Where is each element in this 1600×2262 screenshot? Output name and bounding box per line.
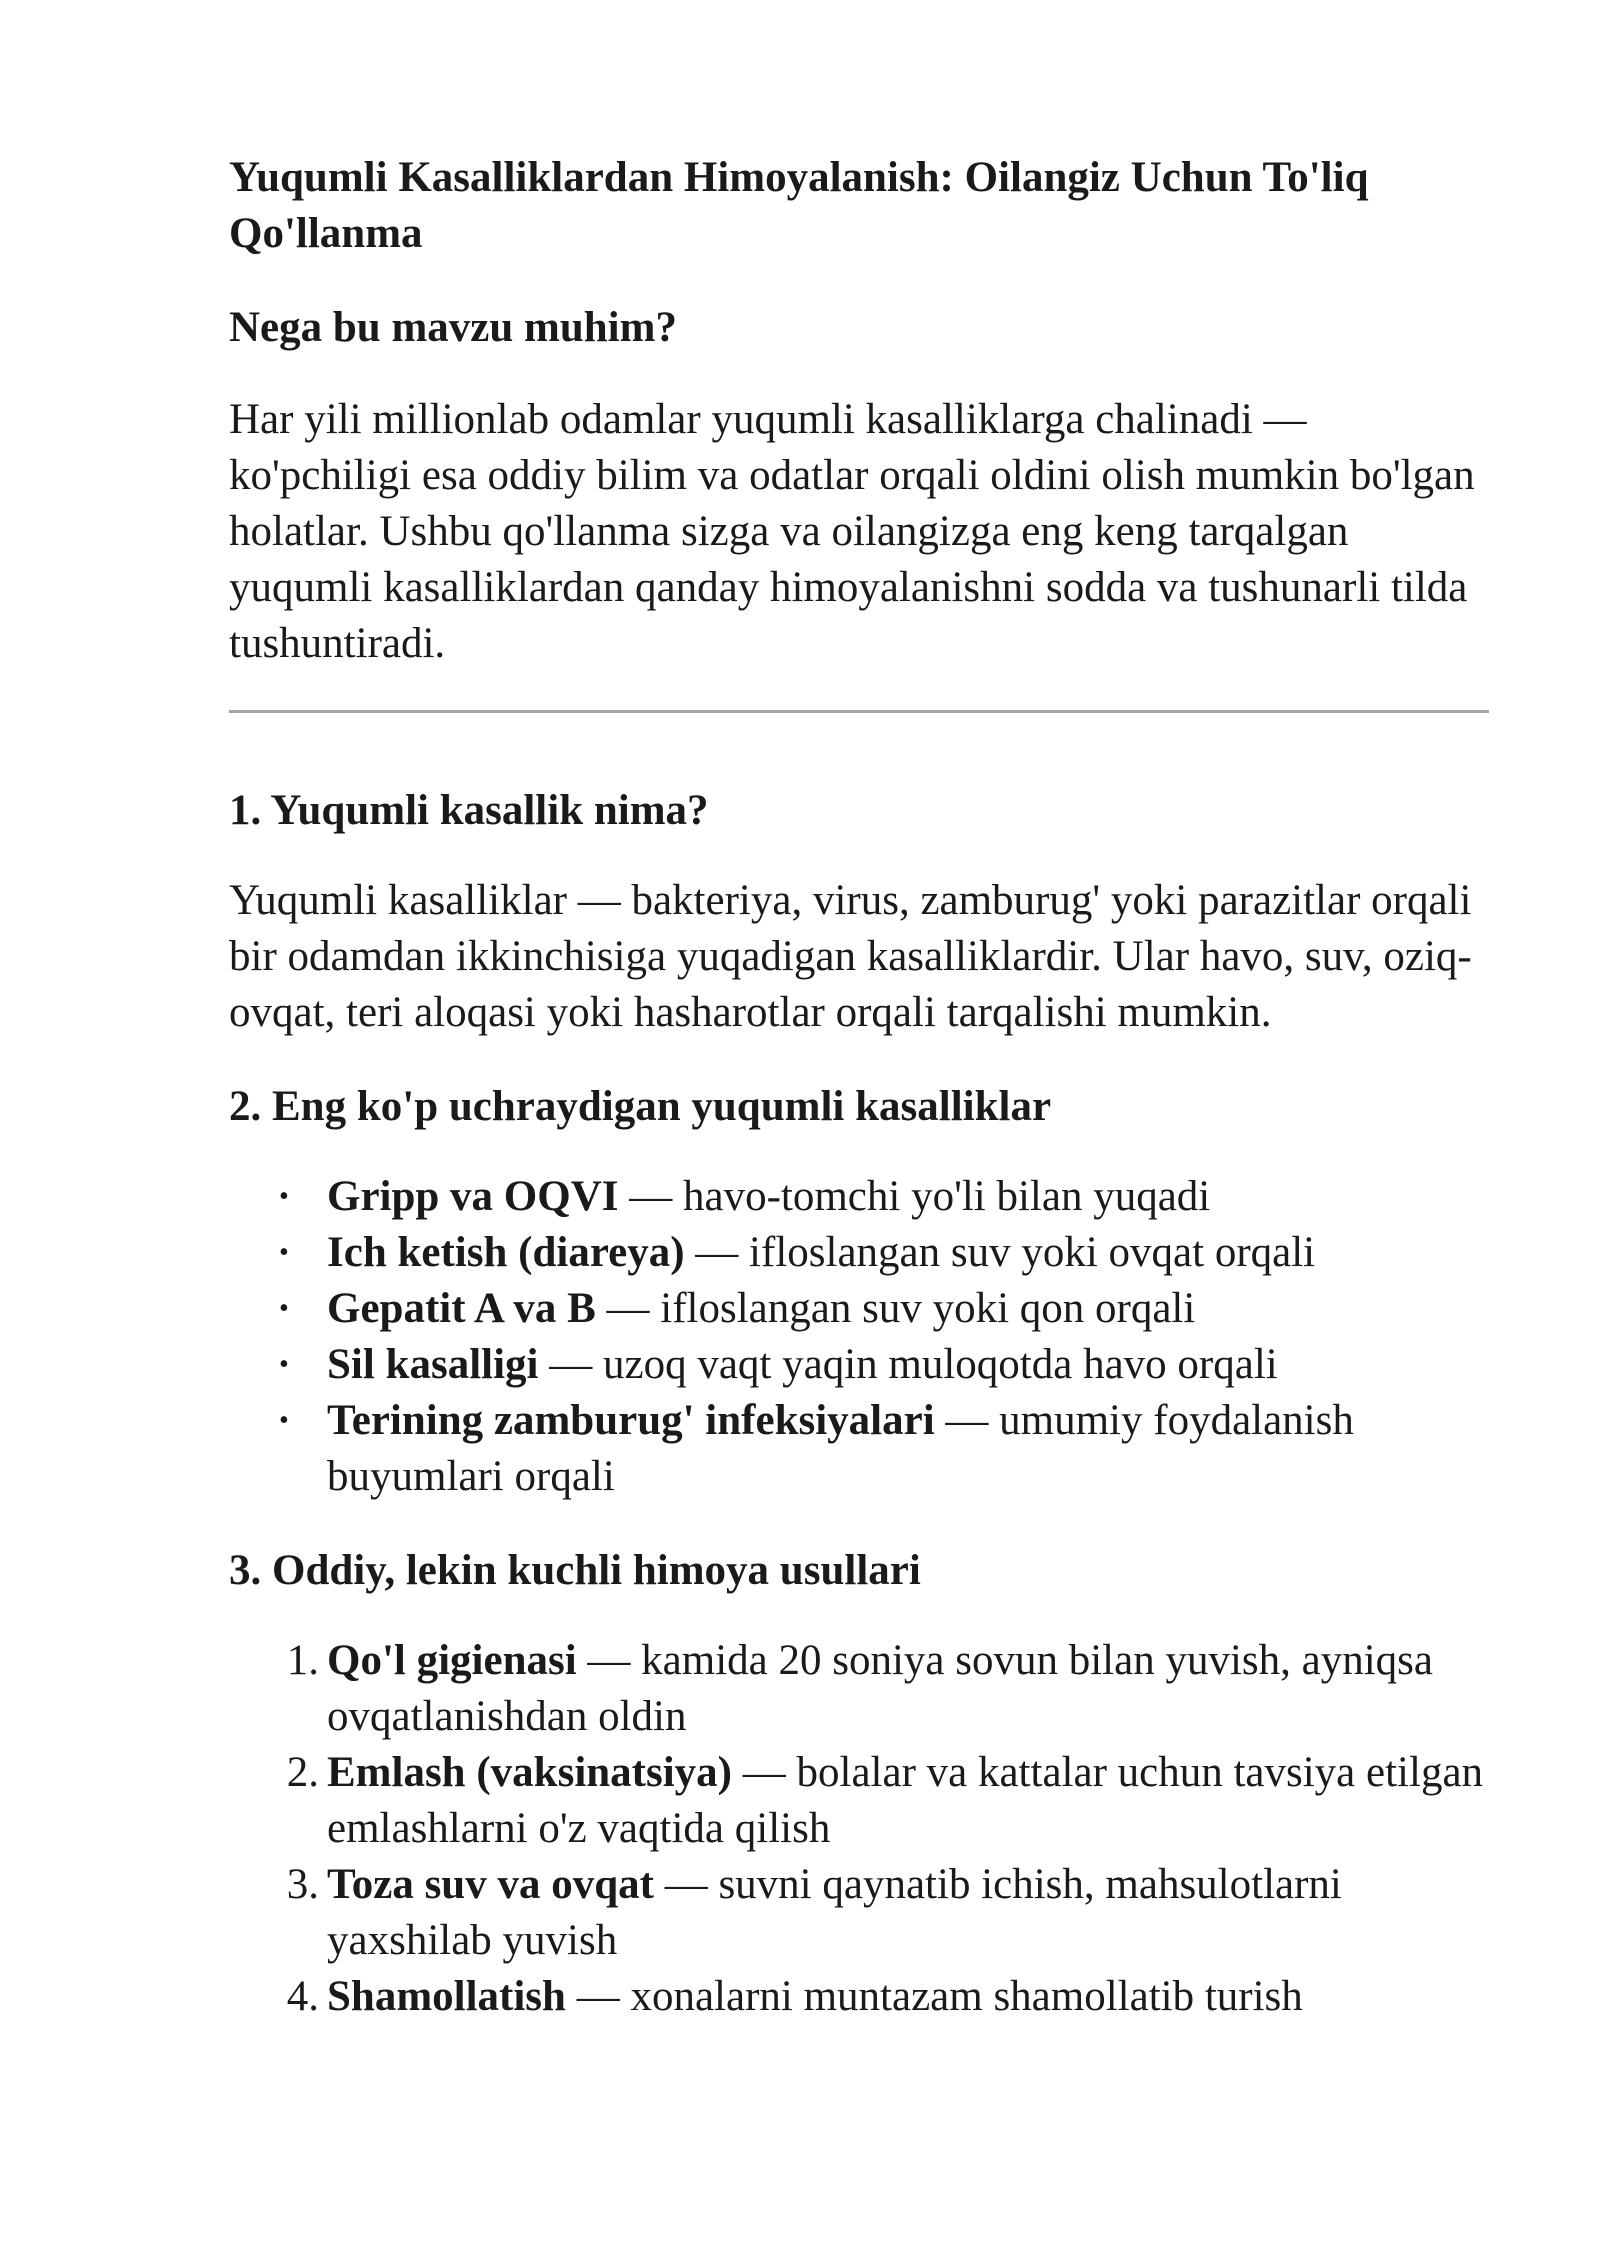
list-item <box>229 1169 1489 1225</box>
list-item-term: Gepatit A va B <box>327 1285 596 1332</box>
list-item-term: Qo'l gigienasi <box>327 1637 577 1684</box>
section1-paragraph: Yuqumli kasalliklar — bakteriya, virus, zamburug' yoki parazitlar orqali bir odamdan ikkinchisiga yuqadigan kasalliklardir. Ular havo, suv, oziq-ovqat, teri aloqasi yoki hasharotlar orqali tarqalishi mumkin. <box>229 877 1472 1036</box>
list-item-number: 4. <box>286 1973 319 2020</box>
section3-heading: 3. Oddiy, lekin kuchli himoya usullari <box>229 1547 921 1594</box>
list-item-term: Terining zamburug' infeksiyalari <box>327 1397 935 1444</box>
list-item <box>229 1225 1489 1281</box>
list-item-desc: — ifloslangan suv yoki ovqat orqali <box>684 1229 1316 1276</box>
list-item-desc: — bolalar va kattalar uchun tavsiya etilgan emlashlarni o'z vaqtida qilish <box>327 1749 1484 1852</box>
list-item <box>229 1857 1489 1969</box>
list-item <box>229 1337 1489 1393</box>
list-item-term: Emlash (vaksinatsiya) <box>327 1749 732 1796</box>
intro-paragraph: Har yili millionlab odamlar yuqumli kasalliklarga chalinadi — ko'pchiligi esa oddiy bilim va odatlar orqali oldini olish mumkin bo'lgan holatlar. Ushbu qo'llanma sizga va oilangizga eng keng tarqalgan yuqumli kasalliklardan qanday himoyalanishni sodda va tushunarli tilda tushuntiradi. <box>229 396 1475 667</box>
bullet-icon: • <box>279 1349 289 1380</box>
list-item <box>229 1969 1489 2025</box>
list-item <box>229 1393 1489 1505</box>
list-item-desc: — kamida 20 soniya sovun bilan yuvish, ayniqsa ovqatlanishdan oldin <box>327 1637 1433 1740</box>
list-item-term: Sil kasalligi <box>327 1341 539 1388</box>
document-title: Yuqumli Kasalliklardan Himoyalanish: Oilangiz Uchun To'liq Qo'llanma <box>229 154 1369 257</box>
section1-heading: 1. Yuqumli kasallik nima? <box>229 787 709 834</box>
list-item-term: Toza suv va ovqat <box>327 1861 654 1908</box>
document-page <box>229 150 1489 2025</box>
list-item-desc: — uzoq vaqt yaqin muloqotda havo orqali <box>538 1341 1278 1388</box>
list-item-desc: — umumiy foydalanish buyumlari orqali <box>327 1397 1354 1500</box>
list-item-number: 2. <box>286 1749 319 1796</box>
list-item <box>229 1633 1489 1745</box>
list-item-desc: — suvni qaynatib ichish, mahsulotlarni yaxshilab yuvish <box>327 1861 1342 1964</box>
list-item-desc: — ifloslangan suv yoki qon orqali <box>595 1285 1196 1332</box>
list-item-term: Shamollatish <box>327 1973 566 2020</box>
list-item-number: 3. <box>286 1861 319 1908</box>
list-item <box>229 1281 1489 1337</box>
bullet-icon: • <box>279 1181 289 1212</box>
list-item-term: Gripp va OQVI <box>327 1173 619 1220</box>
section2-heading: 2. Eng ko'p uchraydigan yuqumli kasalliklar <box>229 1083 1052 1130</box>
list-item <box>229 1745 1489 1857</box>
protection-list <box>229 1633 1489 2025</box>
list-item-term: Ich ketish (diareya) <box>327 1229 685 1276</box>
list-item-desc: — xonalarni muntazam shamollatib turish <box>565 1973 1303 2020</box>
list-item-number: 1. <box>286 1637 319 1684</box>
bullet-icon: • <box>279 1293 289 1324</box>
disease-list <box>229 1169 1489 1505</box>
intro-heading: Nega bu mavzu muhim? <box>229 304 677 351</box>
bullet-icon: • <box>279 1405 289 1436</box>
bullet-icon: • <box>279 1237 289 1268</box>
section-divider <box>229 710 1489 713</box>
list-item-desc: — havo-tomchi yo'li bilan yuqadi <box>618 1173 1211 1220</box>
